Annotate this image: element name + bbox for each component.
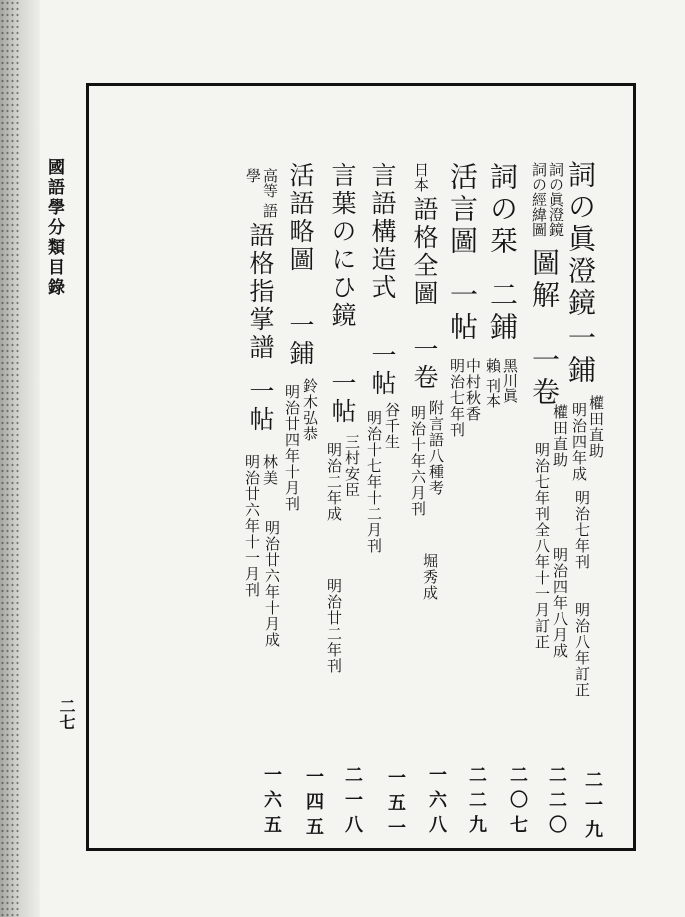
- book-spine-texture: [0, 0, 20, 917]
- page-number: 二七: [57, 698, 76, 730]
- entry-count: 一卷: [528, 345, 561, 409]
- entry-author: 權田直助: [587, 395, 605, 459]
- entry-title: 活言圖: [446, 162, 479, 258]
- entry-note: 明治廿六年十月成: [263, 520, 281, 648]
- entry-count: 一帖: [328, 370, 357, 426]
- entry-title: 活語略圖: [286, 162, 315, 274]
- entry-index: 一六五: [261, 765, 282, 840]
- entry-author: 谷千生: [383, 402, 401, 450]
- entry-index: 二二〇: [546, 765, 567, 840]
- entry-note: 明治七年刊: [573, 490, 591, 570]
- entry-pre-note: 黑川眞賴 刊本: [484, 358, 519, 408]
- entry-note: 明治七年刊全八年十一月訂正: [533, 442, 551, 650]
- entry-note: 明治廿二年刊: [325, 578, 343, 674]
- entry-pre-note: 高等 語學: [244, 168, 279, 218]
- entry-title: 言語構造式: [368, 162, 397, 302]
- entry-subtitle: 詞の眞澄鏡 詞の經緯圖: [530, 162, 565, 237]
- entry-note: 明治七年刊: [448, 358, 466, 438]
- entry-title: 詞の栞: [486, 162, 519, 258]
- entry-title: 語格全圖: [410, 196, 439, 308]
- entry-count: 一卷: [410, 336, 439, 392]
- entry-index: 二一八: [342, 765, 363, 840]
- entry-title: 圖解: [528, 248, 561, 312]
- entry-pre-note: 日本: [412, 162, 430, 192]
- entry-note: 明治四年成: [570, 402, 588, 482]
- entry-author: 堀秀成: [421, 553, 439, 601]
- entry-count: 一鋪: [286, 312, 315, 368]
- entry-count: 一帖: [368, 342, 397, 398]
- entry-title: 詞の眞澄鏡: [564, 160, 597, 320]
- entry-index: 一四五: [303, 767, 324, 842]
- entry-author: 林美: [261, 454, 279, 486]
- entry-note: 明治八年訂正: [573, 602, 591, 698]
- entry-author: 鈴木弘恭: [301, 378, 319, 442]
- entry-count: 一帖: [246, 378, 275, 434]
- entry-note: 明治廿六年十一月刊: [243, 454, 261, 598]
- entry-note: 明治十年六月刊: [409, 405, 427, 517]
- entry-note: 附言語八種考: [427, 400, 445, 496]
- entry-note: 明治二年成: [325, 442, 343, 522]
- entry-count: 一帖: [446, 280, 479, 344]
- entry-note: 明治十七年十二月刊: [365, 410, 383, 554]
- entry-index: 一五一: [385, 768, 406, 843]
- entry-index: 一六八: [426, 765, 447, 840]
- entry-index: 二二九: [466, 765, 487, 840]
- entry-count: 一鋪: [564, 323, 597, 387]
- entry-title: 語格指掌譜: [246, 222, 275, 362]
- entry-title: 言葉のにひ鏡: [328, 162, 357, 330]
- running-head-title: 國語學分類目錄: [44, 158, 64, 298]
- entry-author: 權田直助: [551, 404, 569, 468]
- entry-index: 二〇七: [507, 765, 528, 840]
- entry-note: 明治四年八月成: [551, 547, 569, 659]
- entry-note: 明治廿四年十月刊: [283, 384, 301, 512]
- entry-author: 三村安臣: [343, 434, 361, 498]
- entry-index: 二一九: [582, 770, 603, 845]
- entry-author: 中村秋香: [464, 358, 482, 422]
- entry-count: 二鋪: [486, 280, 519, 344]
